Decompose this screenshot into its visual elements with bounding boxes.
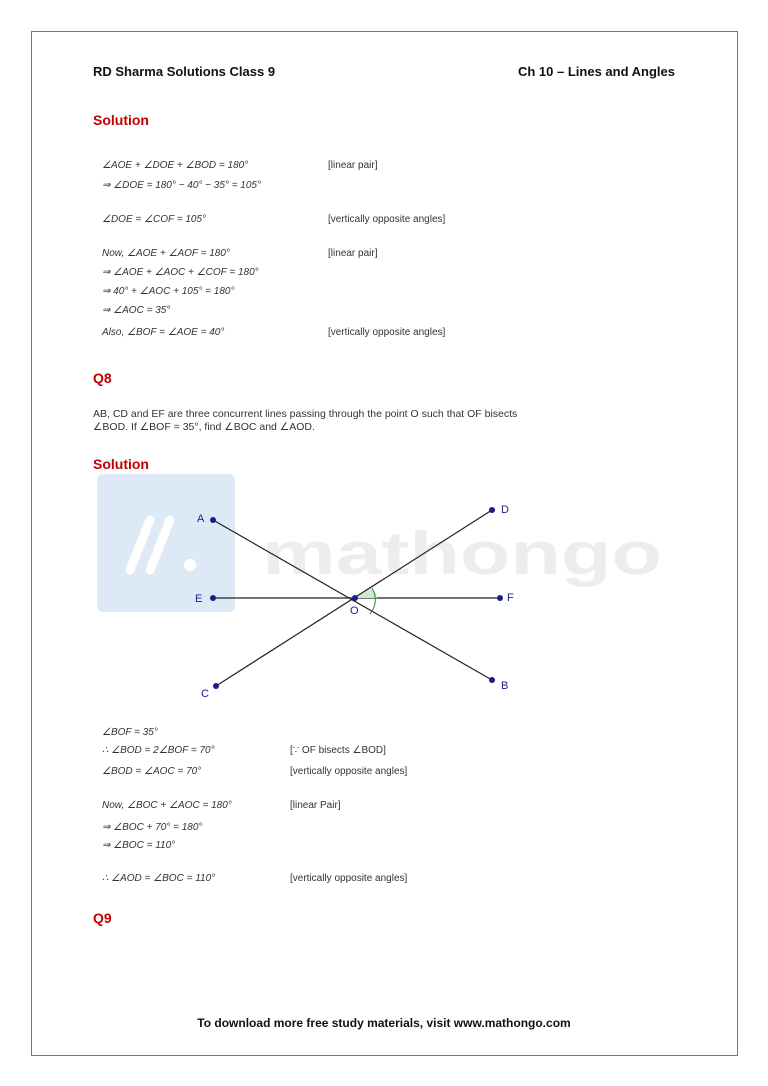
label-b: B xyxy=(501,680,509,692)
watermark-logo xyxy=(97,474,662,612)
point-e xyxy=(210,595,216,601)
point-b xyxy=(489,677,495,683)
label-a: A xyxy=(197,513,205,525)
label-d: D xyxy=(501,504,509,516)
footer-text: To download more free study materials, visit www.mathongo.com xyxy=(197,1016,571,1030)
equation-line: ∠BOD = ∠AOC = 70° xyxy=(102,766,202,777)
reason-note: [vertically opposite angles] xyxy=(290,766,408,777)
equation-line: ⇒ 40° + ∠AOC + 105° = 180° xyxy=(102,286,235,297)
q8-text-line1: AB, CD and EF are three concurrent lines passing through the point O such that OF bisects xyxy=(93,408,518,420)
point-f xyxy=(497,595,503,601)
q8-heading: Q8 xyxy=(93,370,112,386)
solution-heading: Solution xyxy=(93,112,149,128)
label-f: F xyxy=(507,592,514,604)
equation-line: Also, ∠BOF = ∠AOE = 40° xyxy=(102,327,225,338)
equation-line: ∴ ∠AOD = ∠BOC = 110° xyxy=(102,873,216,884)
q9-heading: Q9 xyxy=(93,910,112,926)
reason-note: [linear pair] xyxy=(328,160,378,171)
reason-note: [vertically opposite angles] xyxy=(328,214,446,225)
equation-line: ⇒ ∠BOC + 70° = 180° xyxy=(102,822,203,833)
equation-line: ⇒ ∠BOC = 110° xyxy=(102,840,176,851)
equation-line: Now, ∠AOE + ∠AOF = 180° xyxy=(102,248,230,259)
equation-line: ∠DOE = ∠COF = 105° xyxy=(102,214,207,225)
point-o xyxy=(352,595,358,601)
header-left: RD Sharma Solutions Class 9 xyxy=(93,64,276,79)
watermark-text: mathongo xyxy=(262,520,662,587)
equation-line: ∴ ∠BOD = 2∠BOF = 70° xyxy=(102,745,215,756)
label-e: E xyxy=(195,593,203,605)
reason-note: [vertically opposite angles] xyxy=(328,327,446,338)
equation-line: Now, ∠BOC + ∠AOC = 180° xyxy=(102,800,232,811)
reason-note: [linear pair] xyxy=(328,248,378,259)
header-right: Ch 10 – Lines and Angles xyxy=(517,64,675,79)
equation-line: ∠BOF = 35° xyxy=(102,727,158,738)
label-c: C xyxy=(201,688,209,700)
reason-note: [∵ OF bisects ∠BOD] xyxy=(290,745,386,756)
solution-heading-2: Solution xyxy=(93,456,149,472)
reason-note: [vertically opposite angles] xyxy=(290,873,408,884)
point-c xyxy=(213,683,219,689)
label-o: O xyxy=(350,605,359,617)
equation-line: ⇒ ∠AOC = 35° xyxy=(102,305,171,316)
equation-line: ⇒ ∠DOE = 180° − 40° − 35° = 105° xyxy=(102,180,261,191)
point-d xyxy=(489,507,495,513)
angle-fill xyxy=(355,588,377,598)
q8-text-line2: ∠BOD. If ∠BOF = 35°, find ∠BOC and ∠AOD. xyxy=(93,421,315,433)
equation-line: ⇒ ∠AOE + ∠AOC + ∠COF = 180° xyxy=(102,267,259,278)
equation-line: ∠AOE + ∠DOE + ∠BOD = 180° xyxy=(102,160,249,171)
reason-note: [linear Pair] xyxy=(290,800,341,811)
point-a xyxy=(210,517,216,523)
